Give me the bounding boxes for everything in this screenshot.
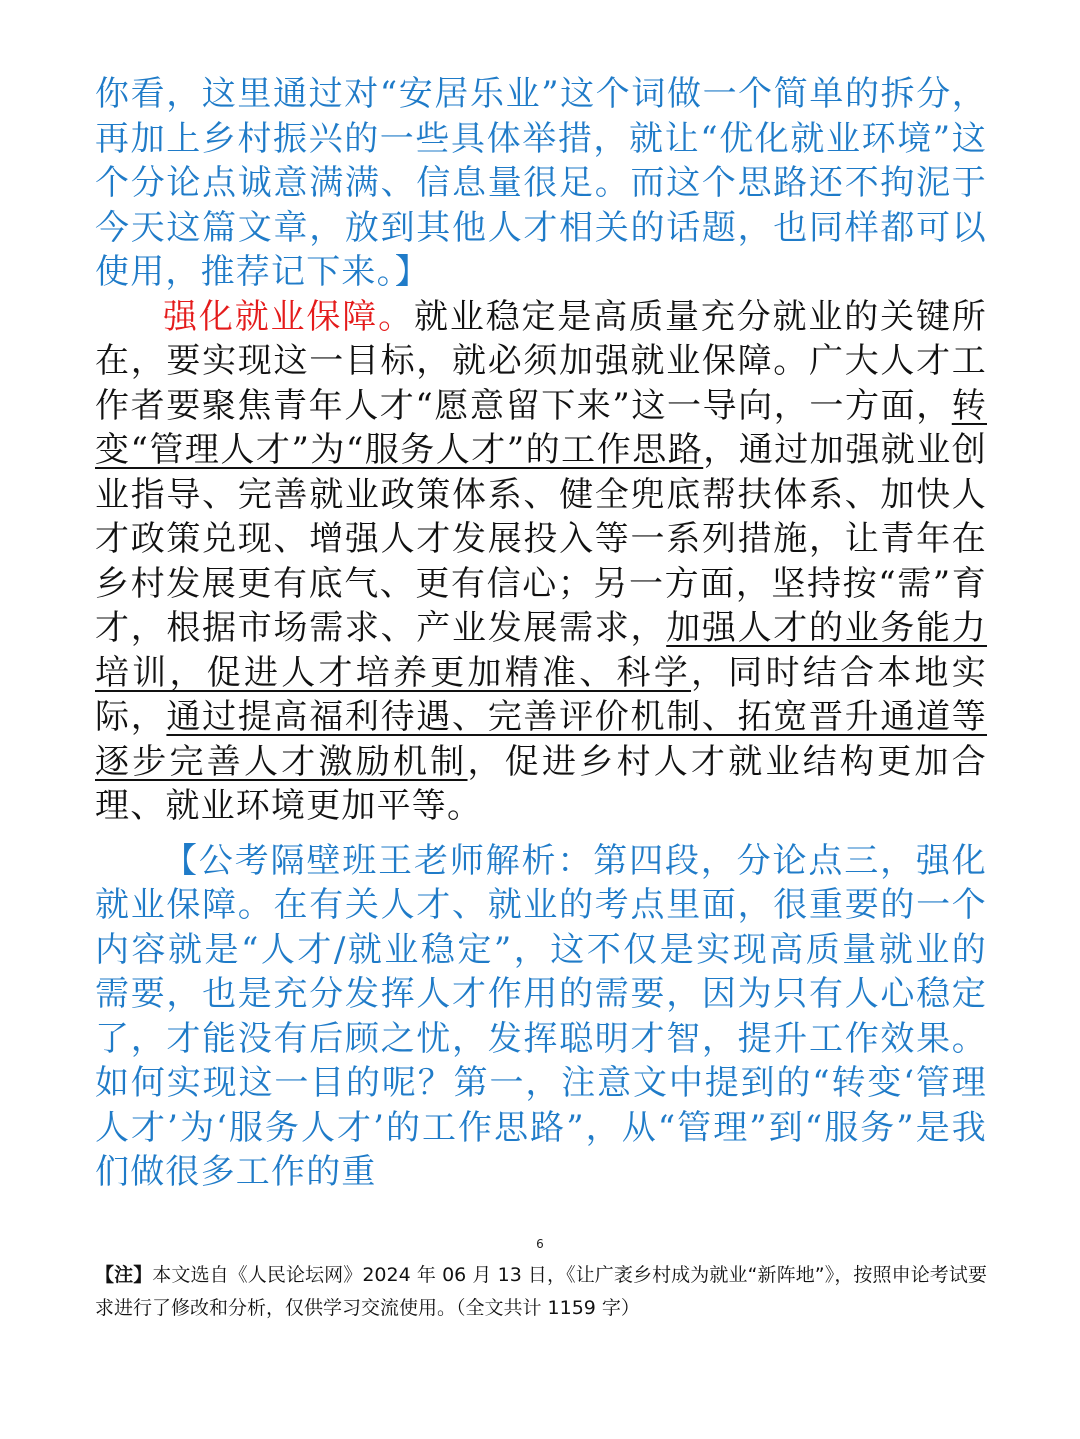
footnote xyxy=(95,1259,987,1325)
analysis-paragraph: 【公考隔壁班王老师解析：第四段，分论点三，强化就业保障。在有关人才、就业的考点里面，很重要的一个内容就是“人才/就业稳定”，这不仅是实现高质量就业的需要，也是充分发挥人才作用的需要，因为只有人心稳定了，才能没有后顾之忧，发挥聪明才智，提升工作效果。如何实现这一目的呢？第一，注意文中提到的“转变‘管理人才’为‘服务人才’的工作思路”，从“管理”到“服务”是我们做很多工作的重 xyxy=(95,840,987,1192)
footnote-mark: 【注】 xyxy=(95,1264,153,1286)
page-number: 6 xyxy=(536,1237,544,1251)
body-text-1: 就业稳定是高质量充分就业的关键所在，要实现这一目标，就必须加强就业保障。广大人才工作者要聚焦青年人才“愿意留下来”这一导向，一方面， xyxy=(95,296,987,426)
subpoint-heading: 强化就业保障。 xyxy=(163,296,414,337)
analysis-paragraph-continued: 你看，这里通过对“安居乐业”这个词做一个简单的拆分，再加上乡村振兴的一些具体举措，就让“优化就业环境”这个分论点诚意满满、信息量很足。而这个思路还不拘泥于今天这篇文章，放到其他人才相关的话题，也同样都可以使用，推荐记下来。】 xyxy=(95,74,987,292)
underlined-phrase-3: 通过提高福利待遇、完善评价机制、拓宽晋升通道等逐步完善人才激励机制 xyxy=(95,697,987,782)
footnote-text: 本文选自《人民论坛网》2024 年 06 月 13 日，《让广袤乡村成为就业“新阵地”》，按照申论考试要求进行了修改和分析，仅供学习交流使用。（全文共计 1159 字） xyxy=(95,1264,987,1319)
body-text-4: ，促进乡村人才就业结构更加合理、就业环境更加平等。 xyxy=(95,741,987,826)
body-text-2: ，通过加强就业创业指导、完善就业政策体系、健全兜底帮扶体系、加快人才政策兑现、增强人才发展投入等一系列措施，让青年在乡村发展更有底气、更有信心；另一方面，坚持按“需”育才，根据市场需求、产业发展需求， xyxy=(95,430,987,648)
underlined-phrase-2: 加强人才的业务能力培训，促进人才培养更加精准、科学 xyxy=(95,608,987,693)
body-text-3: ，同时结合本地实际， xyxy=(95,652,987,737)
body-paragraph-employment-guarantee xyxy=(95,295,987,829)
underlined-phrase-1: 转变“管理人才”为“服务人才”的工作思路 xyxy=(95,385,987,470)
article-body xyxy=(95,72,987,1195)
